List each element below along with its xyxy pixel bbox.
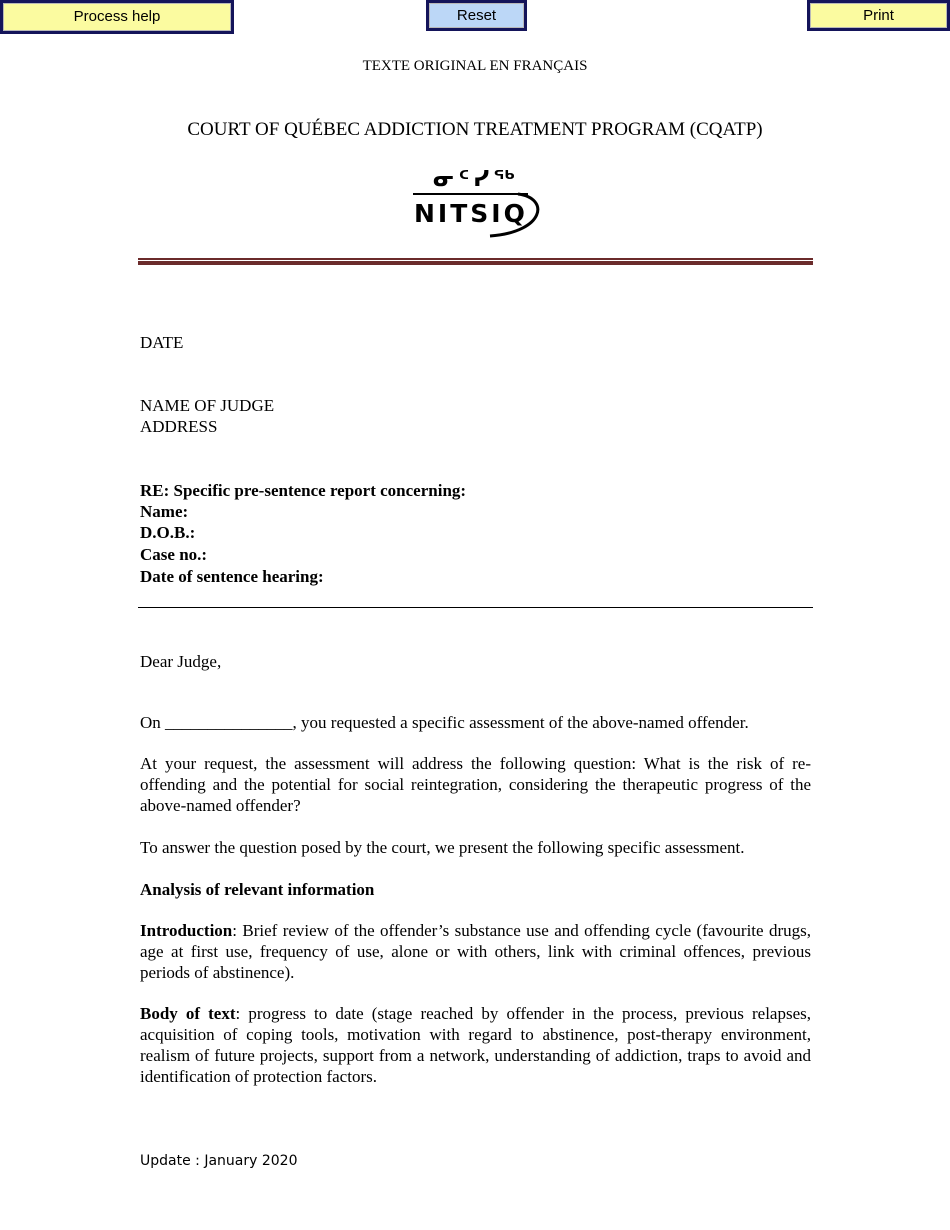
address-label: ADDRESS [140,417,218,436]
dob-label: D.O.B.: [140,523,196,542]
date-label: DATE [140,333,184,352]
sentence-hearing-label: Date of sentence hearing: [140,567,324,586]
update-footer: Update : January 2020 [140,1153,298,1169]
paragraph-body [140,1003,811,1087]
section-divider [138,607,813,608]
nitsiq-logo-mark [410,160,542,240]
logo-syllabics: ᓂᑦᓯᖅ [432,167,520,192]
header-divider [138,258,813,265]
case-number-label: Case no.: [140,545,208,564]
paragraph-answer: To answer the question posed by the court, we present the following specific assessment. [140,838,745,857]
reset-button[interactable]: Reset [426,0,527,31]
introduction-label: Introduction [140,921,233,940]
nitsiq-logo [410,160,542,240]
program-title: COURT OF QUÉBEC ADDICTION TREATMENT PROGRAM (CQATP) [187,119,763,140]
logo-word: NITSIQ [414,199,528,228]
body-label: Body of text [140,1004,236,1023]
print-button[interactable]: Print [807,0,950,31]
introduction-text: : Brief review of the offender’s substance use and offending cycle (favourite drugs, age at first use, frequency of use, alone or with others, link with criminal offences, previous periods of abstinence). [140,921,811,982]
process-help-button[interactable]: Process help [0,0,234,34]
re-line: RE: Specific pre-sentence report concerning: [140,481,467,500]
salutation: Dear Judge, [140,652,222,671]
body-text: : progress to date (stage reached by offender in the process, previous relapses, acquisition of coping tools, motivation with regard to abstinence, post-therapy environment, realism of future projects, support from a network, understanding of addiction, traps to avoid and identification of protection factors. [140,1004,811,1086]
section-heading: Analysis of relevant information [140,880,375,899]
paragraph-introduction [140,920,811,983]
paragraph-request: On _______________, you requested a specific assessment of the above-named offender. [140,713,749,732]
paragraph-question: At your request, the assessment will address the following question: What is the risk of re-offending and the potential for social reintegration, considering the therapeutic progress of the above-named offender? [140,754,811,815]
judge-name-label: NAME OF JUDGE [140,396,275,415]
name-label: Name: [140,502,189,521]
original-text-notice: TEXTE ORIGINAL EN FRANÇAIS [362,58,588,74]
